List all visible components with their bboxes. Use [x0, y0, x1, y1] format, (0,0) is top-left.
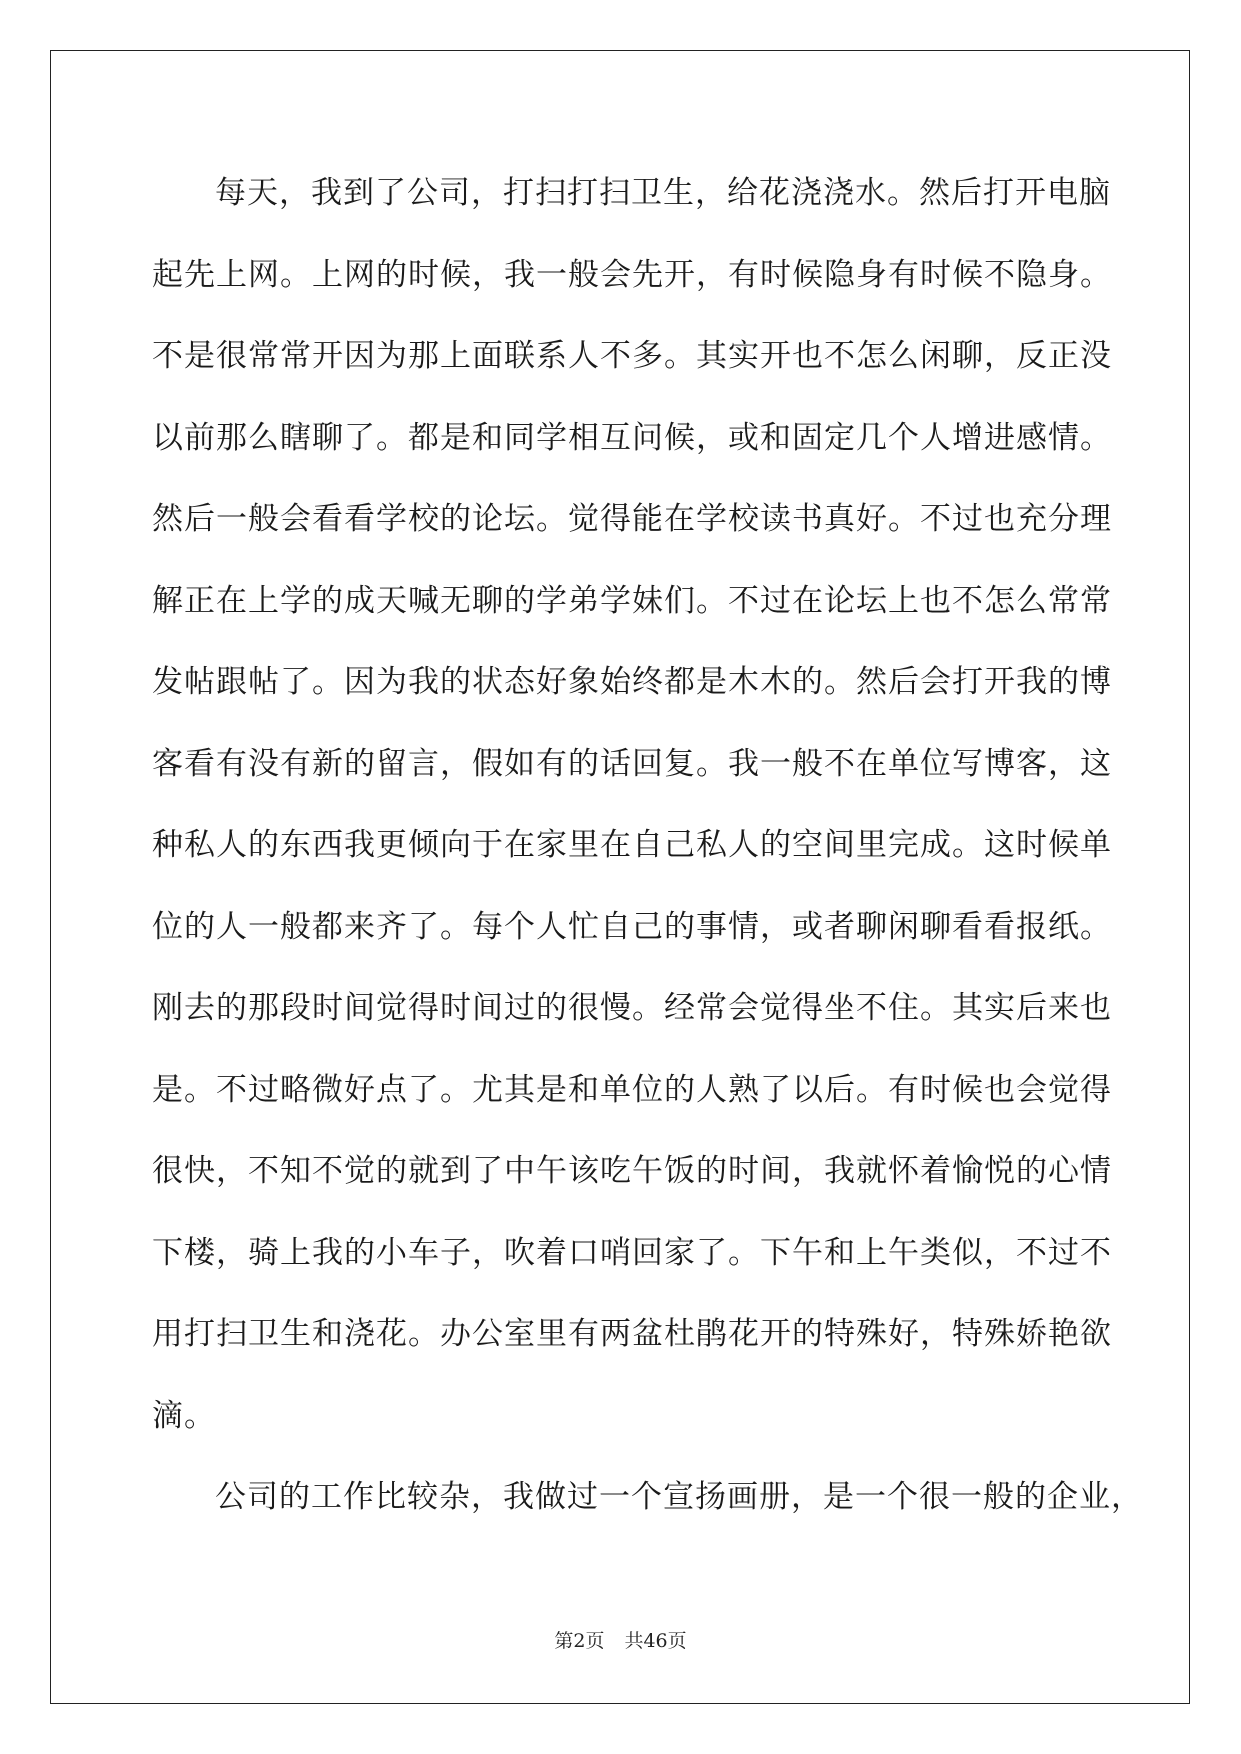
text-line: 每天，我到了公司，打扫打扫卫生，给花浇浇水。然后打开电脑 — [215, 175, 1111, 211]
page-number: 第2页 — [554, 1630, 605, 1652]
text-line: 位的人一般都来齐了。每个人忙自己的事情，或者聊闲聊看看报纸。 — [152, 908, 1112, 945]
text-line: 不是很常常开因为那上面联系人不多。其实开也不怎么闲聊，反正没 — [152, 338, 1112, 374]
paragraph-1 — [152, 153, 1112, 1457]
text-line: 刚去的那段时间觉得时间过的很慢。经常会觉得坐不住。其实后来也 — [152, 990, 1112, 1026]
text-line: 用打扫卫生和浇花。办公室里有两盆杜鹃花开的特殊好，特殊娇艳欲 — [152, 1316, 1112, 1352]
text-line: 滴。 — [152, 1397, 216, 1434]
page-total: 共46页 — [624, 1630, 687, 1652]
text-line: 很快，不知不觉的就到了中午该吃午饭的时间，我就怀着愉悦的心情 — [152, 1153, 1112, 1189]
text-line: 公司的工作比较杂，我做过一个宣扬画册，是一个很一般的企业， — [215, 1479, 1143, 1515]
text-line: 客看有没有新的留言，假如有的话回复。我一般不在单位写博客，这 — [152, 745, 1112, 782]
text-line: 下楼，骑上我的小车子，吹着口哨回家了。下午和上午类似，不过不 — [152, 1234, 1112, 1271]
text-line: 种私人的东西我更倾向于在家里在自己私人的空间里完成。这时候单 — [152, 827, 1112, 863]
text-line: 以前那么瞎聊了。都是和同学相互问候，或和固定几个人增进感情。 — [152, 419, 1112, 456]
text-line: 发帖跟帖了。因为我的状态好象始终都是木木的。然后会打开我的博 — [152, 664, 1112, 700]
page-footer — [0, 1626, 1241, 1653]
text-line: 解正在上学的成天喊无聊的学弟学妹们。不过在论坛上也不怎么常常 — [152, 582, 1112, 619]
document-body — [152, 153, 1143, 1539]
text-line: 起先上网。上网的时候，我一般会先开，有时候隐身有时候不隐身。 — [152, 256, 1112, 293]
text-line: 然后一般会看看学校的论坛。觉得能在学校读书真好。不过也充分理 — [152, 501, 1112, 537]
paragraph-2 — [152, 1457, 1143, 1539]
text-line: 是。不过略微好点了。尤其是和单位的人熟了以后。有时候也会觉得 — [152, 1071, 1112, 1108]
